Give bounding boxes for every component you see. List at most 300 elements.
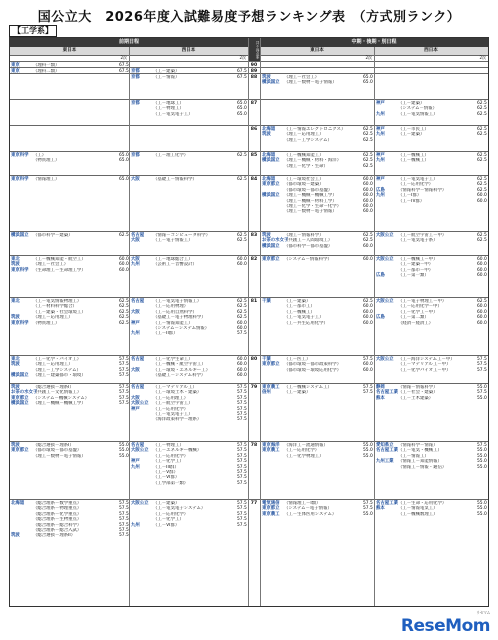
program-entry: [11, 177, 128, 182]
cell-west-later: [376, 501, 486, 517]
program-name: （工－航空宇宙工－中）: [398, 233, 447, 238]
niji-score: 57.5: [237, 331, 247, 337]
niji-score: 60.0: [363, 177, 373, 182]
niji-score: 57.5: [237, 480, 247, 486]
rank-value: 80: [250, 357, 258, 362]
program-name: （システム－機械システム）: [33, 395, 90, 401]
niji-score: 57.5: [237, 522, 247, 528]
program-name: （工－医工）: [284, 357, 311, 362]
program-entry: [131, 153, 246, 158]
niji-score: 55.0: [363, 453, 373, 459]
university-name: 名古屋工業: [376, 390, 398, 396]
niji-score: 62.5: [237, 177, 247, 182]
rank-value: 87: [250, 101, 258, 106]
university-name: 横浜国立: [262, 158, 280, 164]
niji-score: 62.5: [119, 320, 129, 326]
university-name: 九州工業: [376, 459, 394, 465]
university-name: 熊本: [376, 395, 385, 401]
university-name: 電気通信: [262, 501, 280, 506]
program-name: （工－VI群）: [153, 522, 180, 528]
header-east-2: 東日本: [260, 47, 374, 56]
university-name: 愛知県立: [376, 443, 394, 448]
niji-score: 57.5: [363, 357, 373, 362]
program-name: （共創工－文化情報工）: [33, 390, 82, 396]
program-name: （総合選抜－理系I）: [33, 385, 74, 390]
niji-score: 62.5: [119, 304, 129, 310]
university-name: 大阪: [131, 309, 140, 315]
university-name: 北海道: [11, 501, 25, 506]
niji-score: 55.0: [477, 511, 487, 517]
niji-score: 62.5: [477, 101, 487, 106]
rank-value: 85: [250, 153, 258, 158]
program-name: （工－電気電子情報工）: [153, 299, 202, 304]
niji-score: 62.5: [477, 187, 487, 193]
cell-east-first: [11, 233, 128, 238]
program-entry: [376, 512, 486, 517]
program-name: （芸術工－音響設計）: [153, 262, 197, 268]
university-name: 九州: [131, 331, 140, 337]
niji-score: 60.0: [477, 309, 487, 315]
niji-score: 57.5: [119, 401, 129, 407]
niji-score: 60.0: [477, 320, 487, 326]
university-name: 大阪公立: [376, 257, 394, 262]
program-name: （工－第一類）: [398, 273, 429, 279]
program-entry: [11, 454, 128, 459]
university-name: 九州: [376, 132, 385, 138]
program-entry: [262, 164, 372, 169]
program-name: （工－情報知能工）: [153, 320, 193, 326]
resemom-logo: [400, 610, 490, 636]
program-name: （情報工－知能情報）: [398, 459, 442, 465]
cell-west-first: [131, 443, 246, 486]
niji-score: 65.0: [363, 80, 373, 86]
niji-score: 65.0: [119, 158, 129, 164]
program-name: （工－共生応用化学）: [284, 320, 328, 326]
program-name: （工－電子物理工－中）: [398, 299, 447, 304]
niji-score: 60.0: [363, 187, 373, 193]
niji-score: 62.5: [477, 158, 487, 164]
program-name: （工－マテリアル工）: [153, 385, 197, 390]
university-name: 横浜国立: [11, 401, 29, 407]
university-name: 東京科学: [11, 153, 29, 158]
rank-row: [10, 383, 488, 441]
program-entry: [131, 75, 246, 80]
program-name: （工－情報電気工）: [398, 506, 438, 512]
niji-score: 57.5: [237, 511, 247, 517]
program-name: （工－第二類）: [398, 315, 429, 321]
niji-score: 62.5: [477, 111, 487, 117]
niji-score: 60.0: [477, 198, 487, 204]
university-name: 東京農工: [262, 511, 280, 517]
cell-east-later: [262, 385, 372, 396]
niji-score: 60.0: [363, 243, 373, 249]
niji-score: 62.5: [363, 137, 373, 143]
program-entry: [376, 368, 486, 373]
program-entry: [262, 138, 372, 143]
niji-score: 57.5: [119, 501, 129, 506]
program-name: （工－応用自然科学）: [153, 309, 197, 315]
program-name: （工－機械工）: [398, 158, 429, 164]
niji-score: 62.5: [363, 163, 373, 169]
program-name: （工－機械システム工）: [284, 385, 332, 390]
niji-score: 62.5: [119, 309, 129, 315]
program-name: （工－応用化学）: [153, 511, 189, 517]
program-name: （理科一類）: [33, 63, 60, 68]
university-name: [131, 373, 153, 378]
program-name: （総合理系－化学重点）: [33, 511, 82, 517]
university-name: 横浜国立: [11, 373, 29, 379]
program-name: （総合選抜－理系I）: [33, 443, 74, 448]
university-name: 九州: [131, 262, 140, 268]
niji-score: 55.0: [477, 464, 487, 470]
cell-west-first: [131, 153, 246, 158]
cell-west-later: [376, 233, 486, 244]
university-name: 神戸: [131, 459, 140, 465]
university-name: 東京科学: [11, 320, 29, 326]
cell-east-later: [262, 177, 372, 215]
niji-score: 60.0: [237, 362, 247, 368]
niji-score: 67.5: [119, 69, 129, 74]
niji-score: 62.5: [237, 304, 247, 310]
cell-east-later: [262, 299, 372, 326]
cell-west-later: [376, 385, 486, 401]
niji-score: 60.0: [477, 267, 487, 273]
program-name: （工－都市－中）: [398, 267, 434, 273]
program-name: （工－電気電子工）: [153, 411, 193, 417]
program-name: （工－化学工）: [153, 517, 184, 523]
program-entry: [131, 523, 246, 528]
cell-east-first: [11, 153, 128, 164]
cell-west-first: [131, 233, 246, 244]
program-name: （工－情報エレクトロニクス）: [284, 127, 346, 132]
cell-west-later: [376, 443, 486, 470]
program-name: （工－生命・応用化学）: [398, 501, 447, 506]
niji-score: 62.5: [477, 127, 487, 132]
program-name: （工－電気電子工）: [284, 315, 324, 321]
university-name: 静岡: [376, 385, 385, 390]
cell-east-later: [262, 153, 372, 169]
cell-west-later: [376, 357, 486, 373]
program-name: （情報－コンピュータ科学）: [153, 233, 211, 238]
niji-score: 65.0: [363, 75, 373, 80]
rank-row: [10, 355, 488, 383]
university-name: 名古屋: [131, 443, 145, 448]
program-name: （理工－工学システム）: [33, 367, 81, 373]
university-name: [131, 417, 153, 422]
program-name: （総合理系－生物重点）: [33, 517, 82, 523]
program-name: （工－電気電子工）: [398, 177, 438, 182]
header-later-term: 中期・後期・別日程: [260, 38, 488, 47]
program-name: （理工－工学システム）: [284, 137, 332, 143]
program-name: （工－機械工－中）: [398, 257, 438, 262]
program-name: （情報科学－情報）: [398, 443, 438, 448]
university-name: 九州: [131, 464, 140, 470]
university-name: [376, 321, 398, 326]
program-entry: [11, 401, 128, 406]
program-name: （工－応用物理）: [153, 304, 189, 310]
program-entry: [11, 321, 128, 326]
cell-west-later: [376, 257, 486, 279]
program-name: （工－地球総合工）: [153, 257, 193, 262]
program-name: （生命理工－生命理工学）: [33, 267, 86, 273]
niji-score: 57.5: [237, 417, 247, 423]
program-name: （理工－化学・生命－化学）: [284, 203, 342, 209]
logo-text: ReseMom: [400, 616, 490, 636]
niji-score: 55.0: [477, 506, 487, 512]
ranking-table: [9, 37, 489, 607]
niji-score: 57.5: [237, 517, 247, 523]
university-name: お茶の水女子: [11, 390, 38, 396]
program-name: （物質理工）: [33, 158, 60, 164]
program-name: （工－土木建築）: [398, 395, 434, 401]
cell-west-first: [131, 257, 246, 268]
program-name: （理工－情報科学）: [284, 233, 324, 238]
rank-value: 82: [250, 257, 258, 262]
program-name: （工－機械・航空宇宙工）: [153, 362, 206, 368]
program-name: （理工－機械－機械工学）: [33, 401, 86, 407]
university-name: 大阪: [131, 238, 140, 244]
program-name: （工－建築）: [153, 69, 180, 74]
program-name: （工－化学生命工）: [153, 357, 193, 362]
niji-score: 62.5: [363, 299, 373, 304]
program-name: （工－応用化学）: [284, 448, 320, 454]
program-name: （工－化学工－中）: [398, 309, 438, 315]
cell-east-later: [262, 357, 372, 373]
program-entry: [11, 373, 128, 378]
university-name: 筑波: [262, 75, 271, 80]
cell-east-first: [11, 257, 128, 273]
niji-score: 55.0: [363, 443, 373, 448]
program-name: （工－機械工）: [398, 153, 429, 158]
program-name: （工－社会・建築）: [398, 390, 438, 396]
program-name: （工－電気電子工）: [153, 111, 193, 117]
rank-row: [10, 441, 488, 499]
program-name: （工－VI群）: [153, 475, 180, 481]
program-name: （理工－応用理工）: [284, 132, 324, 138]
program-name: （理工－社会工）: [284, 75, 320, 80]
cell-east-later: [262, 75, 372, 86]
university-name: 大阪: [131, 395, 140, 401]
program-name: （総合理系－総合入試）: [33, 527, 82, 533]
university-name: 横浜国立: [11, 233, 29, 238]
cell-east-later: [262, 127, 372, 143]
niji-score: 57.5: [477, 357, 487, 362]
university-name: [262, 321, 284, 326]
niji-score: 55.0: [477, 459, 487, 465]
page-title: 国公立大 2026年度入試難易度予想ランキング表 （方式別ランク）: [37, 10, 461, 25]
university-name: 広島: [376, 187, 385, 193]
niji-score: 65.0: [237, 111, 247, 117]
program-name: （総合理系－数学重点）: [33, 501, 82, 506]
program-name: （工－応用化学）: [153, 406, 189, 412]
program-name: （物質理工）: [33, 320, 60, 326]
university-name: 大阪公立: [376, 233, 394, 238]
program-name: （工－物理工）: [153, 106, 184, 112]
program-name: （情報科学－情報科学）: [398, 187, 447, 193]
niji-score: 57.5: [237, 411, 247, 417]
program-name: （工－応用化学－中）: [398, 304, 442, 310]
niji-score: 60.0: [237, 367, 247, 373]
university-name: 名古屋工業: [376, 448, 398, 454]
header-niji-2: 2次: [239, 55, 246, 60]
niji-score: 57.5: [237, 459, 247, 465]
university-name: 神戸: [376, 177, 385, 182]
niji-score: 60.0: [363, 309, 373, 315]
university-name: 東京都立: [11, 395, 29, 401]
niji-score: 57.5: [119, 511, 129, 517]
niji-score: 62.5: [363, 238, 373, 244]
university-name: 千葉: [262, 299, 271, 304]
program-name: （工－建築）: [398, 101, 425, 106]
program-name: （工－建築）: [398, 132, 425, 138]
program-name: （工－電気電子系）: [398, 238, 438, 244]
niji-score: 62.5: [363, 127, 373, 132]
university-name: [376, 465, 398, 470]
rank-row: [10, 99, 488, 125]
rank-row: [10, 151, 488, 175]
niji-score: 62.5: [237, 309, 247, 315]
niji-score: 57.5: [119, 357, 129, 362]
niji-score: 57.5: [237, 390, 247, 396]
rank-value: 84: [250, 177, 258, 182]
program-name: （工－機械数理工）: [398, 511, 438, 517]
header-rank-column: 共テ得点率: [248, 38, 260, 61]
niji-score: 57.5: [237, 401, 247, 407]
university-name: 名古屋: [131, 299, 145, 304]
niji-score: 57.5: [237, 448, 247, 454]
university-name: 筑波: [11, 362, 20, 368]
niji-score: 60.0: [363, 209, 373, 215]
program-name: （工－応用化学）: [153, 453, 189, 459]
university-name: 東北: [11, 357, 20, 362]
university-name: [262, 164, 284, 169]
program-name: （工－電気情報工）: [398, 111, 438, 117]
university-name: 東京: [11, 63, 20, 68]
niji-score: 62.5: [477, 153, 487, 158]
program-name: （工－化学物理工）: [284, 453, 324, 459]
university-name: 広島: [376, 273, 385, 279]
cell-west-first: [131, 101, 246, 117]
rank-value: 90: [250, 63, 258, 68]
niji-score: 65.0: [237, 106, 247, 112]
university-name: 横浜国立: [262, 80, 280, 86]
university-name: 大阪: [131, 177, 140, 182]
program-name: （都市環境－都市基盤）: [284, 187, 333, 193]
niji-score: 67.5: [237, 69, 247, 74]
niji-score: 60.0: [237, 373, 247, 379]
program-name: （工－III群）: [153, 464, 179, 470]
program-entry: [262, 209, 372, 214]
university-name: [262, 368, 284, 373]
university-name: 千葉: [262, 357, 271, 362]
program-name: （総合理系－総合科学）: [33, 522, 82, 528]
niji-score: 57.5: [119, 367, 129, 373]
university-name: 名古屋工業: [376, 501, 398, 506]
niji-score: 62.5: [119, 315, 129, 321]
program-entry: [262, 257, 372, 262]
rank-value: 79: [250, 385, 258, 390]
program-name: （システム－システム情報）: [153, 325, 210, 331]
university-name: [11, 158, 33, 163]
niji-score: 60.0: [119, 262, 129, 268]
niji-score: 57.5: [237, 501, 247, 506]
niji-score: 57.5: [237, 464, 247, 470]
program-name: （工－物理工）: [153, 443, 184, 448]
niji-score: 60.0: [363, 362, 373, 368]
niji-score: 57.5: [237, 469, 247, 475]
cell-east-later: [262, 443, 372, 459]
university-name: 東京都立: [262, 362, 280, 368]
program-name: （工－情報）: [153, 75, 180, 80]
university-name: [262, 138, 284, 143]
niji-score: 62.5: [119, 299, 129, 304]
program-name: （工－情報工）: [398, 453, 429, 459]
program-entry: [376, 238, 486, 243]
program-name: （情報理工）: [33, 177, 60, 182]
niji-score: 60.0: [237, 325, 247, 331]
niji-score: 57.5: [119, 527, 129, 533]
niji-score: 60.0: [237, 257, 247, 262]
university-name: 神戸: [131, 320, 140, 326]
program-name: （工－建築）: [284, 299, 311, 304]
program-name: （工－V群）: [153, 469, 178, 475]
program-name: （都市環境－建築）: [284, 182, 324, 188]
niji-score: 55.0: [477, 448, 487, 454]
university-name: 北海道: [262, 177, 276, 182]
program-name: （経済－経済工）: [398, 320, 434, 326]
cell-west-first: [131, 357, 246, 379]
program-name: （工－建築・社会環境工）: [33, 309, 86, 315]
program-name: （基礎工－電子物理科学）: [153, 315, 206, 321]
niji-score: 55.0: [477, 395, 487, 401]
program-name: （理工－機械－材料工学）: [284, 198, 337, 204]
niji-score: 62.5: [237, 315, 247, 321]
niji-score: 57.5: [119, 385, 129, 390]
niji-score: 65.0: [119, 153, 129, 158]
niji-score: 62.5: [363, 132, 373, 138]
niji-score: 55.0: [477, 453, 487, 459]
university-name: 九州: [376, 158, 385, 164]
program-name: （工－理工化学）: [153, 153, 189, 158]
program-entry: [376, 396, 486, 401]
program-name: （工学部第一類）: [153, 480, 189, 486]
cell-east-first: [11, 177, 128, 182]
university-name: [131, 481, 153, 486]
niji-score: 60.0: [363, 315, 373, 321]
university-name: 九州: [376, 193, 385, 199]
university-name: 東京都立: [262, 506, 280, 512]
program-name: （工－建築）: [153, 501, 180, 506]
program-entry: [131, 481, 246, 486]
university-name: 信州: [262, 390, 271, 396]
niji-score: 62.5: [477, 106, 487, 112]
program-entry: [262, 454, 372, 459]
niji-score: 62.5: [477, 182, 487, 188]
cell-east-first: [11, 501, 128, 539]
university-name: 東京海洋: [262, 443, 280, 448]
niji-score: 65.0: [119, 177, 129, 182]
cell-west-first: [131, 75, 246, 80]
university-name: [376, 512, 398, 517]
program-name: （工－I群）: [398, 193, 422, 199]
university-name: 筑波: [11, 443, 20, 448]
university-name: 京都: [131, 153, 140, 158]
niji-score: 55.0: [363, 448, 373, 454]
program-name: （理工－応用理工）: [33, 315, 73, 321]
university-name: 名古屋: [131, 357, 145, 362]
niji-score: 60.0: [477, 315, 487, 321]
university-name: 東京都立: [262, 257, 280, 262]
